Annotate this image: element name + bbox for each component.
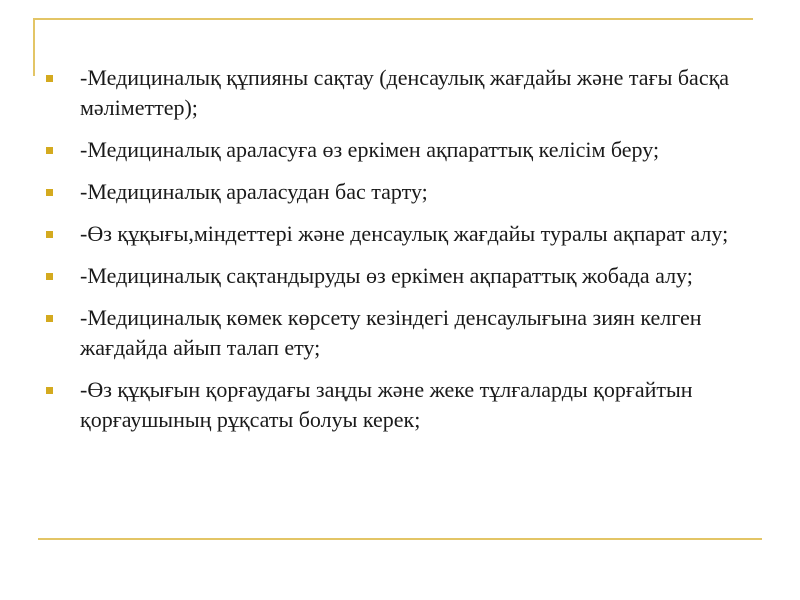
bullet-item bbox=[40, 135, 740, 165]
bullet-item bbox=[40, 303, 740, 363]
bullet-text: -Өз құқығы,міндеттері және денсаулық жағдайы туралы ақпарат алу; bbox=[80, 221, 729, 246]
square-bullet-icon bbox=[46, 147, 53, 154]
square-bullet-icon bbox=[46, 189, 53, 196]
bullet-text: -Медициналық араласуға өз еркімен ақпараттық келісім беру; bbox=[80, 137, 660, 162]
bullet-item bbox=[40, 219, 740, 249]
square-bullet-icon bbox=[46, 315, 53, 322]
frame-top-line bbox=[33, 18, 753, 20]
bullet-item bbox=[40, 375, 740, 435]
bullet-item bbox=[40, 177, 740, 207]
bullet-text: -Өз құқығын қорғаудағы заңды және жеке тұлғаларды қорғайтын қорғаушының рұқсаты болуы керек; bbox=[80, 377, 693, 432]
frame-bottom-line bbox=[38, 538, 762, 540]
square-bullet-icon bbox=[46, 231, 53, 238]
bullet-item bbox=[40, 261, 740, 291]
slide-content bbox=[40, 63, 740, 447]
bullet-text: -Медициналық көмек көрсету кезіндегі денсаулығына зиян келген жағдайда айып талап ету; bbox=[80, 305, 702, 360]
square-bullet-icon bbox=[46, 273, 53, 280]
bullet-list bbox=[40, 63, 740, 435]
bullet-text: -Медициналық құпияны сақтау (денсаулық жағдайы және тағы басқа мәліметтер); bbox=[80, 65, 730, 120]
bullet-item bbox=[40, 63, 740, 123]
frame-left-line bbox=[33, 18, 35, 76]
square-bullet-icon bbox=[46, 387, 53, 394]
bullet-text: -Медициналық араласудан бас тарту; bbox=[80, 179, 428, 204]
bullet-text: -Медициналық сақтандыруды өз еркімен ақпараттық жобада алу; bbox=[80, 263, 693, 288]
square-bullet-icon bbox=[46, 75, 53, 82]
